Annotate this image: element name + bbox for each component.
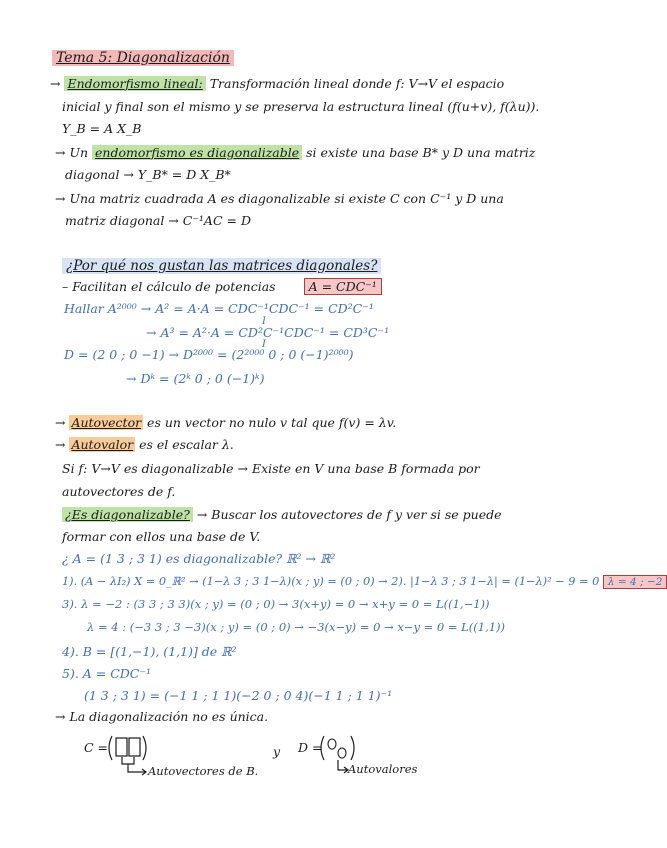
- line-4: [55, 146, 535, 160]
- def-text: es un vector no nulo v tal que f(v) = λv.: [143, 415, 397, 430]
- line-26: → La diagonalización no es única.: [55, 709, 269, 724]
- line-6: → Una matriz cuadrada A es diagonalizable si existe C con C⁻¹ y D una: [55, 191, 504, 206]
- arrow-text: → Un: [55, 145, 93, 160]
- line-16: autovectores de f.: [62, 484, 176, 499]
- term-endomorfismo: Endomorfismo lineal:: [64, 76, 205, 91]
- def-text: → Buscar los autovectores de f y ver si se puede: [192, 507, 502, 522]
- line-21: 3). λ = −2 : (3 3 ; 3 3)(x ; y) = (0 ; 0) → 3(x+y) = 0 → x+y = 0 = L((1,−1)): [62, 597, 490, 611]
- line-8: [62, 280, 382, 294]
- line-11: D = (2 0 ; 0 −1) → D²⁰⁰⁰ = (2²⁰⁰⁰ 0 ; 0 (−1)²⁰⁰⁰): [64, 347, 354, 362]
- line-5: diagonal → Y_B* = D X_B*: [65, 167, 231, 182]
- line-endomorfismo: [50, 77, 504, 91]
- question-text: ¿Por qué nos gustan las matrices diagonales?: [62, 258, 381, 274]
- line-19: ¿ A = (1 3 ; 3 1) es diagonalizable? ℝ² → ℝ²: [62, 551, 336, 566]
- term-diagonalizable: endomorfismo es diagonalizable: [92, 145, 302, 160]
- line-25: (1 3 ; 3 1) = (−1 1 ; 1 1)(−2 0 ; 0 4)(−1 1 ; 1 1)⁻¹: [84, 688, 393, 703]
- line-autovector: [55, 416, 396, 430]
- line-23: 4). B = [(1,−1), (1,1)] de ℝ²: [62, 644, 237, 659]
- term-autovalor: Autovalor: [71, 437, 134, 452]
- line-17: [62, 508, 502, 522]
- identity-mark-2: I: [262, 339, 266, 350]
- line-12: → Dᵏ = (2ᵏ 0 ; 0 (−1)ᵏ): [126, 371, 265, 386]
- line-22: λ = 4 : (−3 3 ; 3 −3)(x ; y) = (0 ; 0) → −3(x−y) = 0 → x−y = 0 = L((1,1)): [87, 620, 506, 634]
- line-24: 5). A = CDC⁻¹: [62, 666, 151, 681]
- line-18: formar con ellos una base de V.: [62, 529, 261, 544]
- step-text: 1). (A − λI₂) X = 0_ℝ² → (1−λ 3 ; 3 1−λ)(x ; y) = (0 ; 0) → 2). |1−λ 3 ; 3 1−λ| = (1−λ)² − 9 = 0: [62, 575, 600, 588]
- arrow-text: →: [55, 415, 70, 430]
- page-title: [52, 50, 234, 66]
- def-text: Transformación lineal donde f: V→V el espacio: [205, 76, 505, 91]
- formula-box: A = CDC⁻¹: [304, 278, 382, 295]
- term-autovector: Autovector: [71, 415, 142, 430]
- arrow-text: →: [50, 76, 65, 91]
- eigenvalue-box: λ = 4 ; −2: [603, 575, 667, 589]
- term-es-diagonalizable: ¿Es diagonalizable?: [62, 507, 193, 522]
- def-text: es el escalar λ.: [135, 437, 234, 452]
- identity-mark-1: I: [262, 316, 266, 327]
- label-autovectores: Autovectores de B.: [148, 764, 259, 778]
- c-definition: C =: [84, 740, 109, 755]
- and-y: y: [273, 744, 281, 759]
- line-20: [62, 575, 667, 588]
- line-10: → A³ = A²·A = CD²C⁻¹CDC⁻¹ = CD³C⁻¹: [146, 325, 390, 340]
- arrow-text: →: [55, 437, 70, 452]
- title-text: Tema 5: Diagonalización: [52, 50, 234, 66]
- line-9: Hallar A²⁰⁰⁰ → A² = A·A = CDC⁻¹CDC⁻¹ = CD²C⁻¹: [64, 301, 374, 316]
- line-7: matriz diagonal → C⁻¹AC = D: [65, 213, 251, 228]
- d-definition: D =: [298, 740, 323, 755]
- question-diagonales: [62, 259, 381, 275]
- def-text: si existe una base B* y D una matriz: [302, 145, 536, 160]
- label-autovalores: Autovalores: [348, 762, 418, 776]
- def-text: – Facilitan el cálculo de potencias: [62, 279, 276, 294]
- line-2: inicial y final son el mismo y se preserva la estructura lineal (f(u+v), f(λu)).: [62, 99, 540, 114]
- line-15: Si f: V→V es diagonalizable → Existe en V una base B formada por: [62, 461, 480, 476]
- line-3: Y_B = A X_B: [62, 121, 142, 136]
- line-autovalor: [55, 438, 234, 452]
